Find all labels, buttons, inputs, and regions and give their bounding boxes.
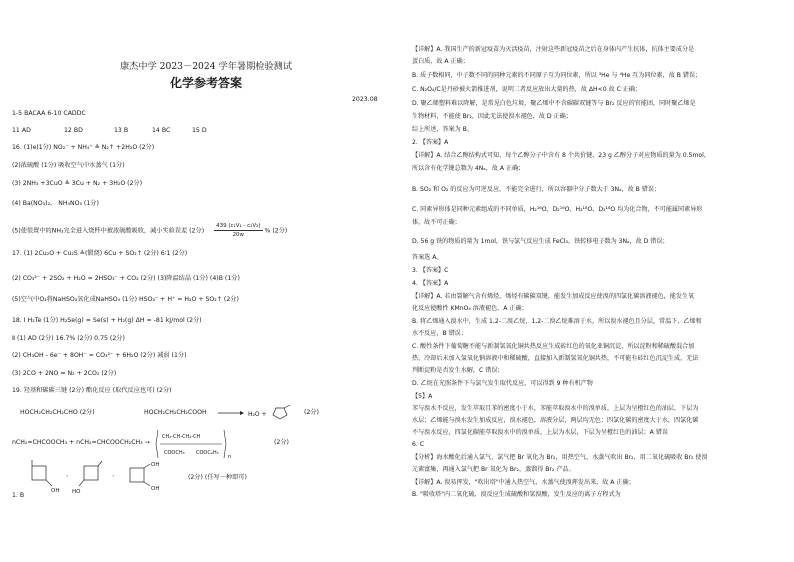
q16-fraction-denominator: 20w (232, 232, 245, 238)
svg-text:OH: OH (151, 486, 160, 492)
svg-text:CH₂-CH-CH₂-CH: CH₂-CH-CH₂-CH (162, 434, 201, 440)
svg-text:COOC₂H₅: COOC₂H₅ (196, 450, 219, 456)
svg-text:OH: OH (151, 462, 160, 468)
explanation-line: D. 聚乙烯塑料难以降解，是常见白色垃圾，聚乙烯中不含碳碳双键等与 Br₂ 反应的官能团，同时聚乙烯是 (412, 100, 696, 107)
q16-part3: (3) 2NH₃ +3CuO ≜ 3Cu + N₂ + 3H₂O (2分) (12, 180, 143, 187)
svg-text:OH: OH (51, 488, 60, 494)
q18-part3: (2) CH₃OH - 6e⁻ + 8OH⁻ = CO₃²⁻ + 6H₂O (2分) 减弱 (1分) (12, 352, 187, 359)
q19-polymer-equation: nCH₂=CHCOOCH₃ + nCH₂=CHCOOCH₂CH₃ → (12, 439, 150, 446)
svg-text:、: 、 (112, 471, 119, 478)
explanation-line: 苯与溴水不反应，发生萃取且苯的密度小于水，苯能萃取溴水中的溴单质，上层为呈橙红色的油层，下层为 (412, 405, 699, 412)
explanation-line: 热，冷却后未加入氢氧化钠溶液中和稀硫酸，直接加入新制氢氧化铜共热，不可能有砖红色沉淀生成，无法 (412, 355, 699, 362)
explanation-line: D. 乙烷在光照条件下与氯气发生取代反应，可以得到 9 种有机产物 (412, 380, 593, 387)
mc-answer-13: 13 B (114, 127, 129, 134)
q17-part3: (5)空气中O₂将NaHSO₃氧化成NaHSO₄ (1分) HSO₃⁻ + H⁺ = H₂O + SO₂↑ (2分) (12, 296, 239, 303)
svg-text:COOCH₃: COOCH₃ (164, 450, 185, 456)
mc-answer-14: 14 BC (152, 127, 171, 134)
explanation-line: 【详解】A. 结合乙醇结构式可知，每个乙醇分子中含有 8 个共价键，23 g 乙醇分子对应物质的量为 0.5mol, (412, 152, 706, 159)
q19-part1: 19. 羟基和碳碳三键 (2分) 酯化反应 (取代反应也可) (2分) (12, 387, 172, 394)
exam-date: 2023.08 (352, 96, 378, 103)
explanation-line: 化反应使酸性 KMnO₄ 溶液褪色，A 正确； (412, 305, 528, 312)
svg-text:HO: HO (72, 489, 81, 495)
q19-polymer-score: (2分) (274, 439, 289, 446)
svg-text:H₂O +: H₂O + (248, 411, 267, 418)
q16-part1: 16. (1)e(1分) NO₂⁻ + NH₄⁺ ≜ N₂↑ +2H₂O (2分) (12, 144, 155, 151)
explanation-line: 【详解】A. 我国生产的新冠疫苗为灭活疫苗，注射这些新冠疫苗之后在身体内产生抗体，抗体主要成分是 (412, 46, 695, 53)
explanation-line: 蛋白质，故 A 正确； (412, 58, 469, 65)
q16-fraction (214, 222, 262, 239)
svg-text:n: n (228, 454, 232, 460)
q19-structure-a: HOCH₂CH₂CH₂CHO (2分) (20, 409, 95, 416)
svg-text:、: 、 (66, 471, 73, 478)
q16-fraction-numerator: 439 (c₁V₁ - c₂V₂) (216, 223, 261, 229)
explanation-line: C. 同素异形体是同种元素组成的不同单质，H₂¹⁶O、D₂¹⁶O、H₂¹⁸O、D₂¹⁸O 均为化合物，不可能属同素异形 (412, 206, 703, 213)
q16-part5-text: (5)使装置中的NH₃完全进入烧杯中被浓硫酸吸收，减小实验误差 (2分) (12, 227, 205, 235)
explanation-line: B. 将乙烯通入溴水中，生成 1,2-二溴乙烷，1,2-二溴乙烷难溶于水，所以溴水褪色且分层，常温下，乙烯和 (412, 318, 702, 325)
explanation-line: 水层；乙烯能与溴水发生加成反应，溴水褪色，溶液分层，两层均无色；四氯化碳的密度大于水，四氯化碳 (412, 417, 699, 424)
answer-label: 3. 【答案】C (412, 267, 449, 274)
q19-isomer-score: (2分) (任写一种即可) (188, 474, 247, 481)
explanation-line: 体，故不可正确； (412, 219, 461, 226)
explanation-line: C. N₂O₄/C是丹砂被火箭推进剂，说明二者反应放出大量的热，故 ΔH<0 故 C 正确； (412, 86, 642, 93)
explanation-line: 判断淀粉是否发生水解，C 错误； (412, 367, 504, 374)
explanation-line: 【分析】海水酸化后通入氯气，氯气把 Br 氧化为 Br₂，用热空气、水蒸气吹出 Br₂，用二氧化硫吸收 Br₂ 使溴 (412, 454, 708, 461)
q19-polymer-structure (152, 424, 262, 464)
q17-part2: (2) CO₃²⁻ + 2SO₂ + H₂O = 2HSO₃⁻ + CO₂ (2分) (3)降温结晶 (1分) (4)B (1分) (12, 275, 240, 282)
q19-structure-b: HOCH₂CH₂CH₂COOH (144, 409, 207, 416)
explanation-line: 元素富集，再通入氯气把 Br 氧化为 Br₂，蒸馏得 Br₂ 产品。 (412, 466, 575, 473)
mc-answer-11: 11 AD (12, 127, 31, 134)
next-answer-1: 1. B (12, 492, 25, 499)
answer-label: 【5】A (412, 393, 433, 400)
q19-isomer-structures (26, 460, 186, 500)
explanation-line: C. 酸性条件下葡萄糖不能与新制氢氧化铜共热反应生成砖红色的氧化亚铜沉淀，所以淀粉和稀硫酸混合加 (412, 343, 695, 350)
q16-part5 (12, 222, 287, 239)
explanation-line: 答案选 A。 (412, 254, 443, 261)
q16-part4: (4) Ba(NO₃)₂， NH₄NO₃ (1分) (12, 200, 99, 207)
q16-part5-score: % (2分) (264, 227, 288, 235)
explanation-line: 所以含有化学键总数为 4Nₐ，故 A 正确； (412, 165, 525, 172)
answer-label: 2. 【答案】A (412, 139, 449, 146)
q18-part4: (3) 2CO + 2NO = N₂ + 2CO₂ (2分) (12, 370, 117, 377)
q19-structure-score: (2分) (304, 409, 319, 416)
exam-title: 康杰中学 2023－2024 学年暑期检验测试 (119, 61, 293, 72)
answer-label: 6. C (412, 441, 425, 448)
explanation-line: 综上所述，答案为 B。 (412, 126, 473, 133)
q18-part2: Ⅱ (1) AD (2分) 16.7% (2分) 0.75 (2分) (12, 335, 125, 342)
q18-part1: 18. Ⅰ H₂Te (1分) H₂Se(g) = Se(s) + H₂(g) ΔH = -81 kJ/mol (2分) (12, 317, 202, 324)
explanation-line: 【详解】A. 溴易挥发，"吹出塔"中通入热空气、水蒸气使溴挥发出来，故 A 正确； (412, 479, 635, 486)
q17-part1: 17. (1) 2Cu₂O + Cu₂S ≜(锻烧) 6Cu + SO₂↑ (2分) 6∶1 (2分) (12, 250, 188, 257)
explanation-line: D. 56 g 铁的物质的量为 1mol，铁与氯气反应生成 FeCl₃，铁转移电子数为 3Nₐ，故 D 错误； (412, 238, 669, 245)
explanation-line: 水不反应，B 错误； (412, 330, 467, 337)
explanation-line: B. "吸收塔"内二氧化硫、溴反应生成硫酸和氢溴酸，发生反应的离子方程式为 (412, 491, 621, 498)
explanation-line: 生物材料，不能使 Br₂，因此无法使溴水褪色，故 D 正确； (412, 113, 572, 120)
explanation-line: B. 质子数相同，中子数不同的同种元素的不同原子互为同位素，所以 ³He 与 ⁴He 互为同位素，故 B 错误； (412, 72, 702, 79)
mc-answers-1-10: 1-5 BACAA 6-10 CADDC (12, 110, 86, 117)
mc-answer-15: 15 D (192, 127, 207, 134)
explanation-line: 不与溴水反应，四氯化碳能萃取溴水中的溴单质，上层为水层，下层为呈橙红色的油层；A 错误 (412, 429, 668, 436)
q16-part2: (2)浓硫酸 (1分) 吸收空气中水蒸气 (1分) (12, 162, 125, 169)
explanation-line: 【详解】A. 若由裂解气含有烯烃，烯烃有碳碳双键，能发生加成反应使溴的四氯化碳溶液褪色，能发生氧 (412, 293, 695, 300)
answer-label: 4. 【答案】A (412, 280, 449, 287)
explanation-line: B. SO₂ 和 O₂ 的反应为可逆反应，不能完全进行，所以容器中分子数大于 3Nₐ，故 B 错误； (412, 186, 661, 193)
answer-key-title: 化学参考答案 (169, 76, 242, 90)
mc-answer-12: 12 BD (64, 127, 83, 134)
q19-lactone-reaction (218, 404, 298, 422)
